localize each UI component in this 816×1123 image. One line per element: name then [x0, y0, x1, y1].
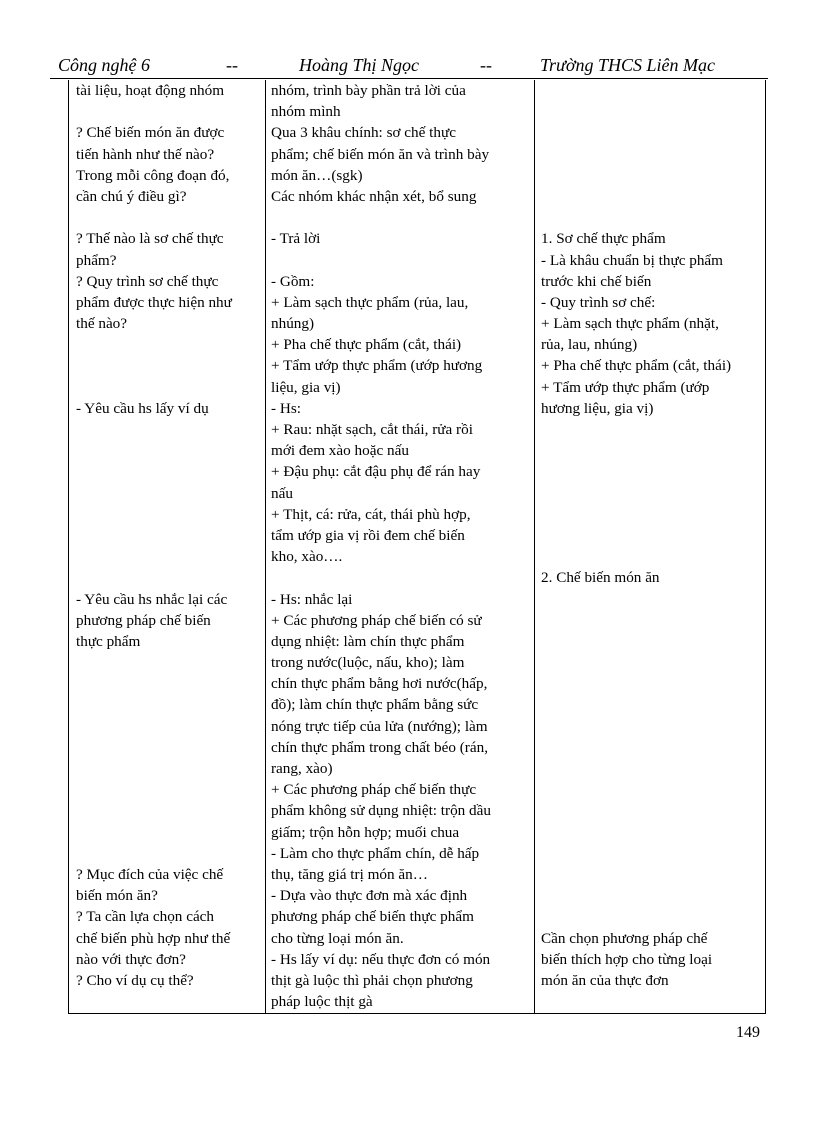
table-line [541, 207, 765, 228]
lesson-content-column [541, 80, 765, 991]
table-line [76, 716, 262, 737]
teacher-activity-column [76, 80, 262, 991]
table-line [271, 567, 533, 588]
table-line: ? Quy trình sơ chế thực [76, 272, 219, 290]
table-line [76, 483, 262, 504]
table-line [76, 334, 262, 355]
table-line: - Hs: [271, 399, 301, 417]
table-line [541, 610, 765, 631]
table-line: + Các phương pháp chế biến có sử [271, 611, 482, 629]
table-line [76, 525, 262, 546]
table-line: nóng trực tiếp của lửa (nướng); làm [271, 717, 488, 735]
table-line [76, 694, 262, 715]
table-line [541, 440, 765, 461]
table-line [76, 652, 262, 673]
table-line: phẩm được thực hiện như [76, 293, 232, 311]
table-line [541, 631, 765, 652]
header-school: Trường THCS Liên Mạc [540, 55, 715, 75]
page-number: 149 [736, 1024, 760, 1041]
table-line: liệu, gia vị) [271, 378, 341, 396]
table-line: trước khi chế biến [541, 272, 652, 290]
table-line [76, 101, 262, 122]
table-line [541, 779, 765, 800]
table-line [541, 186, 765, 207]
table-line [541, 652, 765, 673]
table-line: - Gồm: [271, 272, 315, 290]
table-line [541, 504, 765, 525]
table-line: - Là khâu chuẩn bị thực phẩm [541, 251, 723, 269]
column-divider [265, 80, 266, 1013]
table-line: giấm; trộn hỗn hợp; muối chua [271, 823, 460, 841]
table-line: + Các phương pháp chế biến thực [271, 781, 477, 799]
table-line: nấu [271, 484, 293, 502]
table-line: - Trả lời [271, 230, 321, 248]
table-line: ? Chế biến món ăn được [76, 124, 225, 142]
table-line [76, 377, 262, 398]
table-line: - Yêu cầu hs nhắc lại các [76, 590, 228, 608]
table-line: 1. Sơ chế thực phẩm [541, 230, 666, 248]
table-line: - Quy trình sơ chế: [541, 293, 656, 311]
table-line: đồ); làm chín thực phẩm bằng sức [271, 696, 479, 714]
table-line: ? Cho ví dụ cụ thể? [76, 971, 194, 989]
table-line [271, 207, 533, 228]
table-line: thế nào? [76, 315, 128, 333]
table-line: + Thịt, cá: rửa, cát, thái phù hợp, [271, 505, 471, 523]
table-line [76, 843, 262, 864]
table-line: tài liệu, hoạt động nhóm [76, 82, 225, 99]
column-divider [534, 80, 535, 1013]
table-line: phương pháp chế biến [76, 611, 211, 629]
table-line: tẩm ướp gia vị rồi đem chế biến [271, 526, 465, 544]
header-separator: -- [480, 55, 492, 75]
table-line: + Tẩm ướp thực phẩm (ướp [541, 378, 710, 396]
table-line: - Hs: nhắc lại [271, 590, 353, 608]
table-line: biến món ăn? [76, 887, 158, 905]
table-line [76, 440, 262, 461]
table-line: biến thích hợp cho từng loại [541, 950, 713, 968]
table-line [541, 822, 765, 843]
table-line: thụ, tăng giá trị món ăn… [271, 865, 428, 883]
table-line: thực phẩm [76, 632, 141, 650]
table-line [541, 800, 765, 821]
table-line [76, 673, 262, 694]
table-line [541, 122, 765, 143]
table-line: + Làm sạch thực phẩm (rủa, lau, [271, 293, 469, 311]
table-line [76, 822, 262, 843]
table-line [541, 80, 765, 101]
table-line [541, 673, 765, 694]
table-line [76, 800, 262, 821]
table-line: nhúng) [271, 315, 315, 333]
table-line [541, 483, 765, 504]
table-line: + Làm sạch thực phẩm (nhặt, [541, 315, 719, 333]
table-line: ? Thế nào là sơ chế thực [76, 230, 224, 248]
table-line: Trong mỗi công đoạn đó, [76, 166, 230, 184]
table-line: chín thực phẩm bằng hơi nước(hấp, [271, 675, 488, 693]
table-line: chế biến phù hợp như thế [76, 929, 231, 947]
table-line: cần chú ý điều gì? [76, 187, 187, 205]
table-line [541, 419, 765, 440]
table-line: Qua 3 khâu chính: sơ chế thực [271, 124, 456, 142]
table-line: - Làm cho thực phẩm chín, dễ hấp [271, 844, 480, 862]
table-line [76, 758, 262, 779]
table-line [541, 906, 765, 927]
table-line: rang, xào) [271, 760, 333, 777]
table-line [76, 355, 262, 376]
page-header [50, 52, 768, 78]
table-line [76, 779, 262, 800]
lesson-table [68, 80, 766, 1014]
table-line: trong nước(luộc, nấu, kho); làm [271, 654, 465, 672]
header-teacher: Hoàng Thị Ngọc [299, 55, 420, 75]
table-line [541, 101, 765, 122]
table-line: Các nhóm khác nhận xét, bổ sung [271, 187, 477, 205]
table-line [541, 716, 765, 737]
table-line [76, 737, 262, 758]
table-line: phẩm? [76, 251, 117, 269]
table-line: 2. Chế biến món ăn [541, 569, 660, 587]
table-line: mới đem xào hoặc nấu [271, 442, 409, 460]
table-line: + Đậu phụ: cắt đậu phụ để rán hay [271, 463, 481, 481]
table-line: + Tẩm ướp thực phẩm (ướp hương [271, 357, 483, 375]
table-line: Cần chọn phương pháp chế [541, 929, 708, 947]
table-line [76, 567, 262, 588]
table-line: món ăn…(sgk) [271, 166, 363, 184]
table-line [541, 885, 765, 906]
table-line [76, 504, 262, 525]
table-line: - Hs lấy ví dụ: nếu thực đơn có món [271, 950, 491, 968]
table-line: ? Mục đích của việc chế [76, 865, 224, 883]
table-line [541, 165, 765, 186]
table-line [541, 694, 765, 715]
table-line [76, 461, 262, 482]
table-line: rủa, lau, nhúng) [541, 336, 638, 354]
table-line [541, 546, 765, 567]
table-line [541, 737, 765, 758]
table-line [541, 144, 765, 165]
table-line: pháp luộc thịt gà [271, 993, 373, 1011]
table-line [541, 843, 765, 864]
table-line: + Pha chế thực phẩm (cắt, thái) [271, 336, 462, 354]
table-line: - Yêu cầu hs lấy ví dụ [76, 399, 209, 417]
table-line: kho, xào…. [271, 548, 343, 566]
table-line [271, 250, 533, 271]
table-line: hương liệu, gia vị) [541, 399, 654, 417]
table-line: món ăn của thực đơn [541, 971, 669, 989]
table-line: cho từng loại món ăn. [271, 929, 404, 947]
table-line [76, 207, 262, 228]
header-rule [50, 78, 768, 79]
table-line [76, 546, 262, 567]
table-line [541, 589, 765, 610]
table-line: phẩm; chế biến món ăn và trình bày [271, 145, 490, 163]
table-line: - Dựa vào thực đơn mà xác định [271, 887, 468, 905]
table-line [541, 758, 765, 779]
table-line: thịt gà luộc thì phải chọn phương [271, 971, 473, 989]
table-line: tiến hành như thế nào? [76, 145, 215, 163]
table-line: dụng nhiệt: làm chín thực phẩm [271, 632, 465, 650]
table-line: phương pháp chế biến thực phẩm [271, 908, 474, 926]
header-separator: -- [226, 55, 238, 75]
table-line: chín thực phẩm trong chất béo (rán, [271, 738, 488, 756]
table-line [541, 461, 765, 482]
table-line: nào với thực đơn? [76, 950, 186, 968]
student-activity-column [271, 80, 533, 1012]
table-line: nhóm mình [271, 103, 341, 121]
table-line: ? Ta cần lựa chọn cách [76, 908, 215, 926]
table-line: nhóm, trình bày phần trả lời của [271, 82, 466, 99]
table-line: phẩm không sử dụng nhiệt: trộn dầu [271, 802, 491, 820]
table-line: + Rau: nhặt sạch, cắt thái, rửa rồi [271, 421, 473, 438]
table-line [541, 525, 765, 546]
header-subject: Công nghệ 6 [58, 55, 150, 75]
table-line: + Pha chế thực phẩm (cắt, thái) [541, 357, 732, 375]
table-line [541, 864, 765, 885]
table-line [76, 419, 262, 440]
